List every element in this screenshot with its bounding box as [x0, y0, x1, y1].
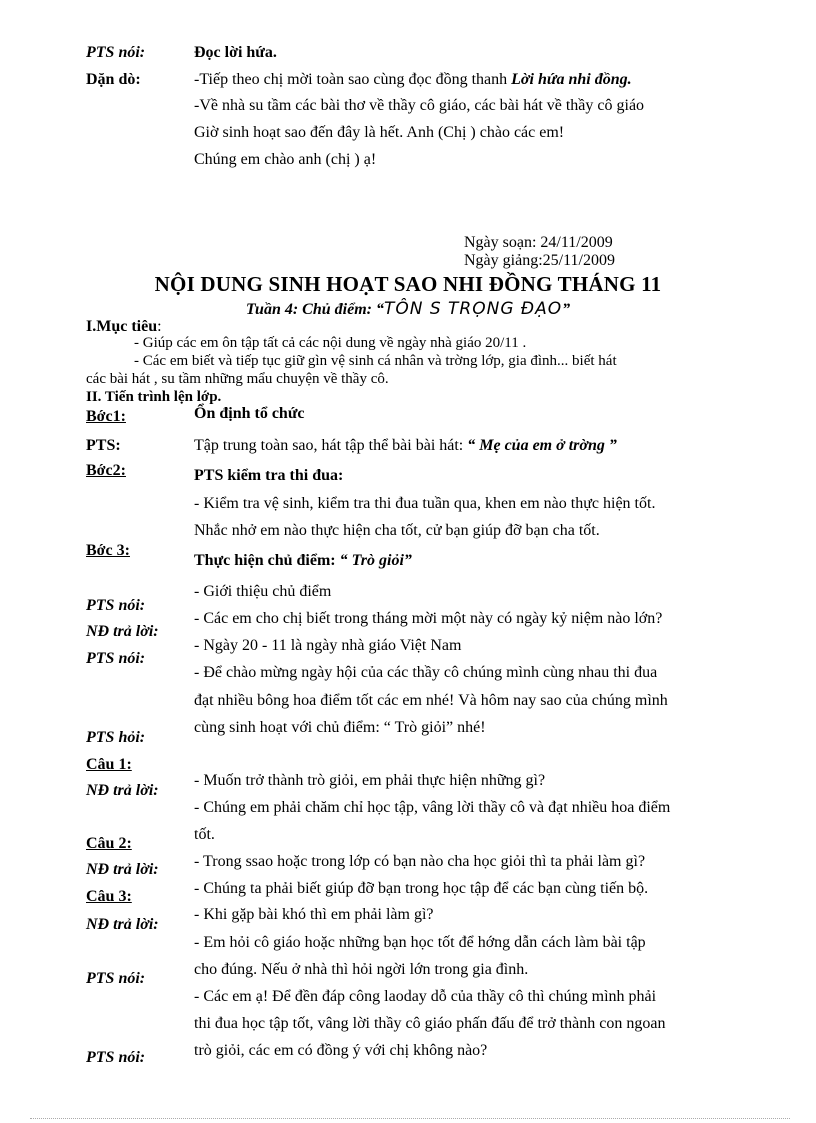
label-dan-do: Dặn dò:	[86, 71, 141, 88]
heading-thuc-hien-text: Thực hiện chủ điểm:	[194, 552, 340, 569]
heading-muc-tieu	[86, 318, 162, 336]
text-tap-trung-prefix: Tập trung toàn sao, hát tập thể bài bài hát:	[194, 437, 468, 454]
text-line-5: đạt nhiều bông hoa điểm tốt các em nhé! Và hôm nay sao của chúng mình	[194, 692, 668, 709]
text-kiem-tra-2: Nhắc nhở em nào thực hiện cha tốt, cử bạn giúp đỡ bạn cha tốt.	[194, 522, 600, 539]
text-dan-do-3: Giờ sinh hoạt sao đến đây là hết. Anh (Chị ) chào các em!	[194, 124, 565, 141]
date-giang: Ngày giảng:25/11/2009	[464, 252, 615, 269]
text-tap-trung	[194, 437, 617, 455]
page-subtitle	[0, 299, 816, 319]
label-nd-tra-loi-3: NĐ trả lời:	[86, 861, 159, 878]
text-line-9: tốt.	[194, 826, 215, 843]
text-line-4: - Để chào mừng ngày hội của các thầy cô chúng mình cùng nhau thi đua	[194, 664, 658, 681]
text-line-14: cho đúng. Nếu ở nhà thì hỏi ngời lớn trong gia đình.	[194, 961, 529, 978]
label-pts-noi-2: PTS nói:	[86, 650, 146, 667]
label-pts: PTS:	[86, 437, 121, 454]
text-loi-hua-nhi-dong: Lời hứa nhi đồng.	[511, 71, 632, 88]
text-dan-do-1-prefix: -Tiếp theo chị mời toàn sao cùng đọc đồng thanh	[194, 71, 512, 88]
text-line-15: - Các em ạ! Để đền đáp công laoday dỗ của thầy cô thì chúng mình phải	[194, 988, 657, 1005]
text-line-7: - Muốn trở thành trò giỏi, em phải thực hiện những gì?	[194, 772, 546, 789]
label-pts-noi-4: PTS nói:	[86, 1049, 146, 1066]
label-pts-noi: PTS nói:	[86, 44, 146, 61]
label-nd-tra-loi-4: NĐ trả lời:	[86, 916, 159, 933]
subtitle-theme: TÔN S TRỌNG ĐẠO	[383, 299, 563, 319]
subtitle-week: Tuần 4: Chủ điểm: “	[245, 301, 384, 318]
label-cau-2: Câu 2:	[86, 835, 132, 852]
label-buoc-1: Bớc1:	[86, 408, 126, 425]
muc-tieu-line-3: các bài hát , su tầm những mẩu chuyện về thầy cô.	[86, 371, 389, 387]
label-cau-3: Câu 3:	[86, 888, 132, 905]
text-line-16: thi đua học tập tốt, vâng lời thầy cô giáo phấn đấu để trở thành con ngoan	[194, 1015, 666, 1032]
text-line-11: - Chúng ta phải biết giúp đỡ bạn trong học tập để các bạn cùng tiến bộ.	[194, 880, 649, 897]
label-buoc-2: Bớc2:	[86, 462, 126, 479]
heading-tien-trinh: II. Tiến trình lện lớp.	[86, 389, 222, 405]
text-dan-do-4: Chúng em chào anh (chị ) ạ!	[194, 151, 377, 168]
text-line-1: - Giới thiệu chủ điểm	[194, 583, 332, 600]
text-line-2: - Các em cho chị biết trong tháng mời một này có ngày kỷ niệm nào lớn?	[194, 610, 663, 627]
text-tro-gioi: “ Trò giỏi”	[339, 552, 412, 569]
heading-muc-tieu-text: I.Mục tiêu	[86, 318, 158, 335]
text-doc-loi-hua: Đọc lời hứa.	[194, 44, 277, 61]
label-nd-tra-loi-2: NĐ trả lời:	[86, 782, 159, 799]
text-line-13: - Em hỏi cô giáo hoặc những bạn học tốt để hớng dẫn cách làm bài tập	[194, 934, 646, 951]
heading-kiem-tra: PTS kiểm tra thi đua:	[194, 467, 344, 484]
muc-tieu-line-2: - Các em biết và tiếp tục giữ gìn vệ sinh cá nhân và trờng lớp, gia đình... biết hát	[134, 353, 617, 369]
date-soan: Ngày soạn: 24/11/2009	[464, 234, 613, 251]
muc-tieu-line-1: - Giúp các em ôn tập tất cả các nội dung về ngày nhà giáo 20/11 .	[134, 335, 527, 351]
text-line-12: - Khi gặp bài khó thì em phải làm gì?	[194, 906, 434, 923]
text-dan-do-1	[194, 71, 632, 89]
page-title: NỘI DUNG SINH HOẠT SAO NHI ĐỒNG THÁNG 11	[154, 272, 662, 296]
text-line-3: - Ngày 20 - 11 là ngày nhà giáo Việt Nam	[194, 637, 462, 654]
subtitle-close-quote: ”	[562, 301, 571, 318]
label-pts-noi-1: PTS nói:	[86, 597, 146, 614]
text-song-title: “ Mẹ của em ở trờng ”	[467, 437, 617, 454]
text-line-6: cùng sinh hoạt với chủ điểm: “ Trò giỏi” nhé!	[194, 719, 486, 736]
text-line-8: - Chúng em phải chăm chỉ học tập, vâng lời thầy cô và đạt nhiều hoa điểm	[194, 799, 671, 816]
label-buoc-3: Bớc 3:	[86, 542, 130, 559]
heading-muc-tieu-colon: :	[157, 318, 162, 335]
label-nd-tra-loi-1: NĐ trả lời:	[86, 623, 159, 640]
label-cau-1: Câu 1:	[86, 756, 132, 773]
text-kiem-tra-1: - Kiểm tra vệ sinh, kiểm tra thi đua tuần qua, khen em nào thực hiện tốt.	[194, 495, 656, 512]
text-on-dinh: Ổn định tổ chức	[194, 405, 305, 422]
label-pts-noi-3: PTS nói:	[86, 970, 146, 987]
page-bottom-divider	[30, 1118, 790, 1119]
text-line-10: - Trong ssao hoặc trong lớp có bạn nào cha học giỏi thì ta phải làm gì?	[194, 853, 646, 870]
label-pts-hoi: PTS hỏi:	[86, 729, 146, 746]
text-line-17: trò giỏi, các em có đồng ý với chị không nào?	[194, 1042, 488, 1059]
heading-thuc-hien	[194, 552, 412, 570]
text-dan-do-2: -Về nhà su tầm các bài thơ về thầy cô giáo, các bài hát về thầy cô giáo	[194, 97, 645, 114]
